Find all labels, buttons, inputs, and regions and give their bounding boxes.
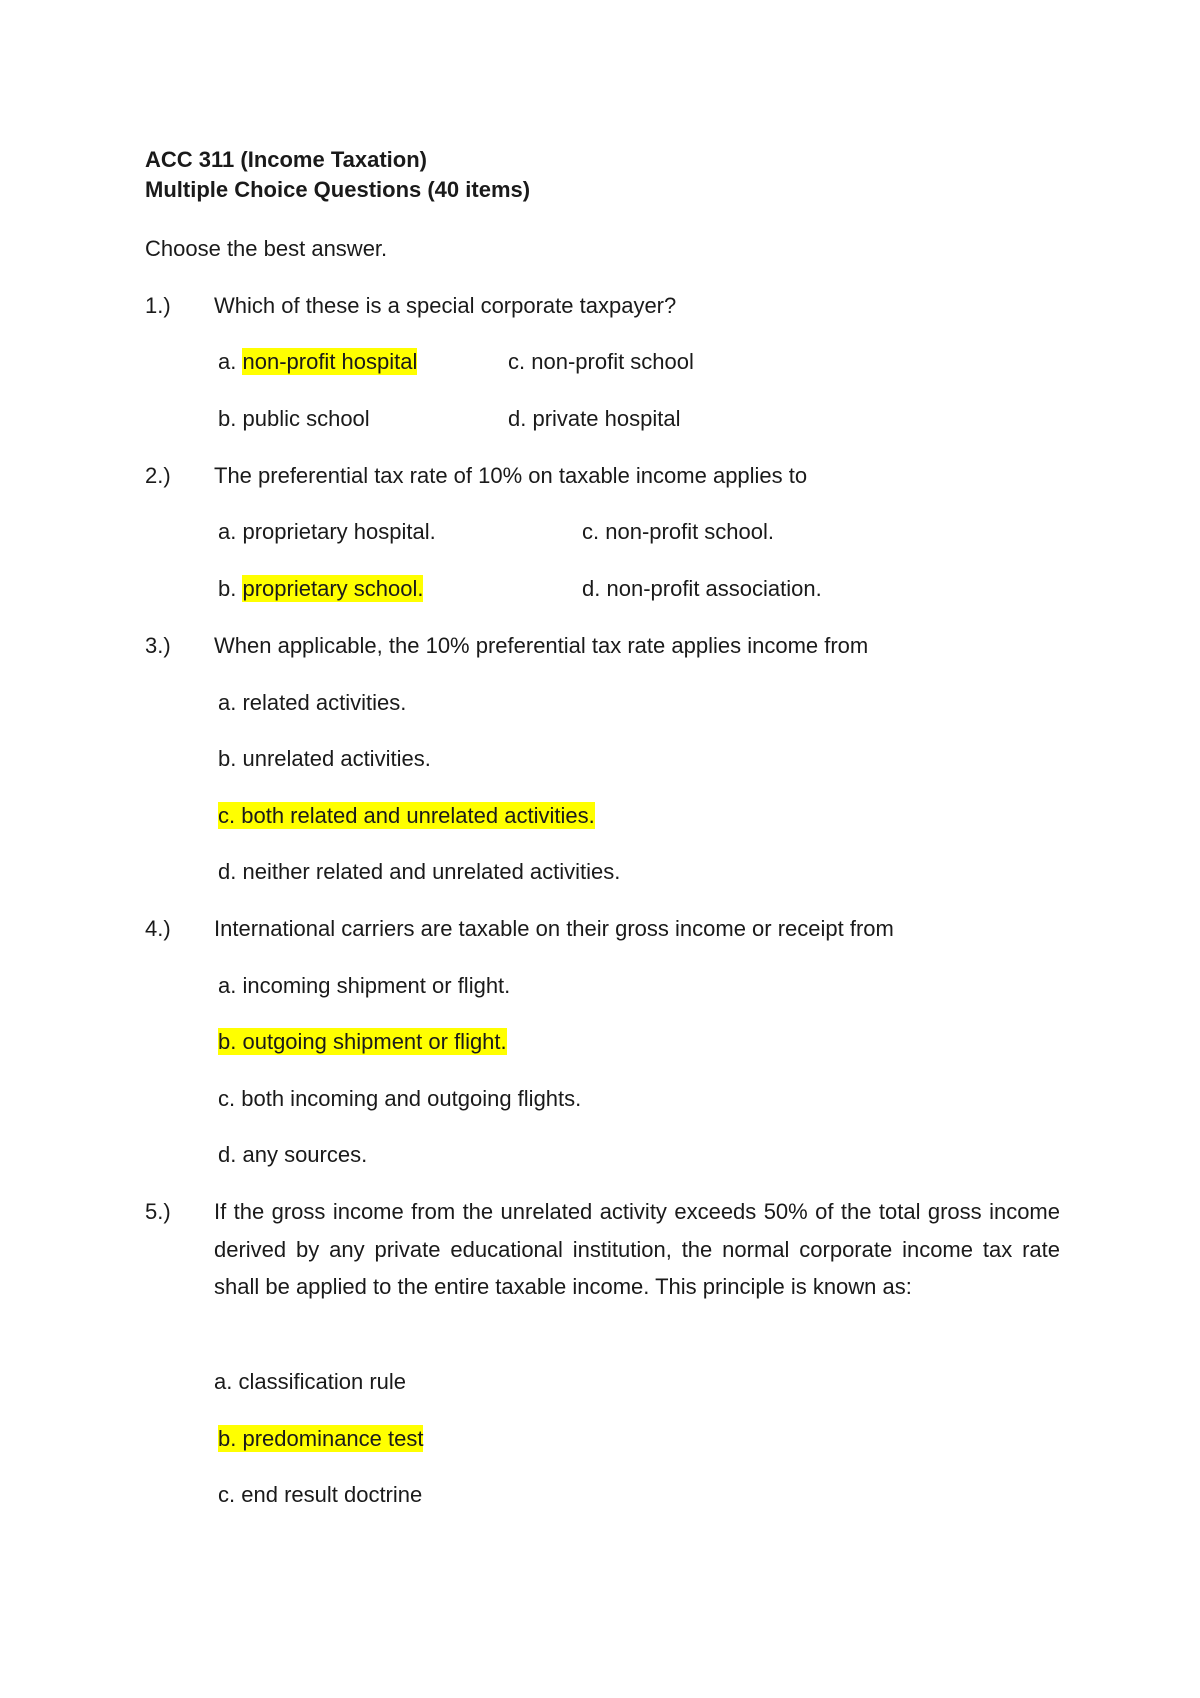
option-text-highlighted: non-profit hospital	[242, 349, 418, 374]
option-text-highlighted: outgoing shipment or flight.	[242, 1029, 507, 1054]
option-b	[218, 1028, 507, 1056]
question-text: When applicable, the 10% preferential tax rate applies income from	[214, 633, 869, 658]
option-text: related activities.	[242, 690, 407, 715]
option-c	[582, 518, 774, 546]
option-b	[218, 575, 423, 603]
question-number: 3.)	[145, 633, 171, 658]
question-number: 5.)	[145, 1199, 171, 1224]
option-text: neither related and unrelated activities.	[242, 859, 621, 884]
question-number: 2.)	[145, 463, 171, 488]
question-number: 1.)	[145, 293, 171, 318]
option-d	[508, 405, 680, 433]
option-d	[218, 1141, 367, 1169]
option-text: classification rule	[238, 1369, 406, 1394]
option-text: non-profit school	[531, 349, 694, 374]
option-c	[218, 1085, 581, 1113]
option-b	[218, 1425, 423, 1453]
option-text-highlighted: predominance test	[242, 1426, 424, 1451]
option-letter: c.	[218, 1086, 236, 1111]
question-text: The preferential tax rate of 10% on taxable income applies to	[214, 463, 808, 488]
option-a	[214, 1368, 406, 1396]
option-letter-highlighted: c.	[218, 803, 236, 828]
option-letter: c.	[218, 1482, 236, 1507]
option-letter: c.	[582, 519, 600, 544]
option-text: end result doctrine	[241, 1482, 423, 1507]
question-text: Which of these is a special corporate taxpayer?	[214, 293, 677, 318]
option-letter: b.	[218, 406, 237, 431]
question-text: If the gross income from the unrelated activity exceeds 50% of the total gross income derived by any private educational institution, the normal corporate income tax rate shall be applied to the entire taxable income. This principle is known as:	[214, 1199, 1060, 1299]
option-text: non-profit association.	[606, 576, 822, 601]
option-letter-highlighted: b.	[218, 1426, 237, 1451]
document-subtitle: Multiple Choice Questions (40 items)	[145, 177, 531, 202]
option-letter: a.	[218, 349, 237, 374]
option-text: public school	[242, 406, 370, 431]
option-letter: a.	[214, 1369, 233, 1394]
option-letter: b.	[218, 576, 237, 601]
instruction-text: Choose the best answer.	[145, 236, 388, 261]
option-letter: b.	[218, 746, 237, 771]
option-letter: d.	[582, 576, 601, 601]
option-letter: d.	[508, 406, 527, 431]
option-a	[218, 689, 406, 717]
option-b	[218, 745, 431, 773]
course-title: ACC 311 (Income Taxation)	[145, 147, 427, 172]
option-d	[218, 858, 620, 886]
option-a	[218, 972, 510, 1000]
option-letter-highlighted: b.	[218, 1029, 237, 1054]
option-text: incoming shipment or flight.	[242, 973, 511, 998]
option-text: proprietary hospital.	[242, 519, 436, 544]
option-c	[218, 802, 595, 830]
option-c	[218, 1481, 422, 1509]
option-letter: d.	[218, 859, 237, 884]
option-text: unrelated activities.	[242, 746, 431, 771]
option-text: non-profit school.	[605, 519, 775, 544]
question-text: International carriers are taxable on their gross income or receipt from	[214, 916, 894, 941]
option-letter: d.	[218, 1142, 237, 1167]
option-text-highlighted: both related and unrelated activities.	[241, 803, 595, 828]
option-letter: a.	[218, 690, 237, 715]
option-b	[218, 405, 370, 433]
option-text: both incoming and outgoing flights.	[241, 1086, 582, 1111]
option-d	[582, 575, 822, 603]
option-text: any sources.	[242, 1142, 368, 1167]
option-c	[508, 348, 694, 376]
option-letter: a.	[218, 973, 237, 998]
option-a	[218, 348, 417, 376]
option-text: private hospital	[532, 406, 681, 431]
option-letter: c.	[508, 349, 526, 374]
question-number: 4.)	[145, 916, 171, 941]
option-letter: a.	[218, 519, 237, 544]
option-a	[218, 518, 436, 546]
option-text-highlighted: proprietary school.	[242, 576, 424, 601]
